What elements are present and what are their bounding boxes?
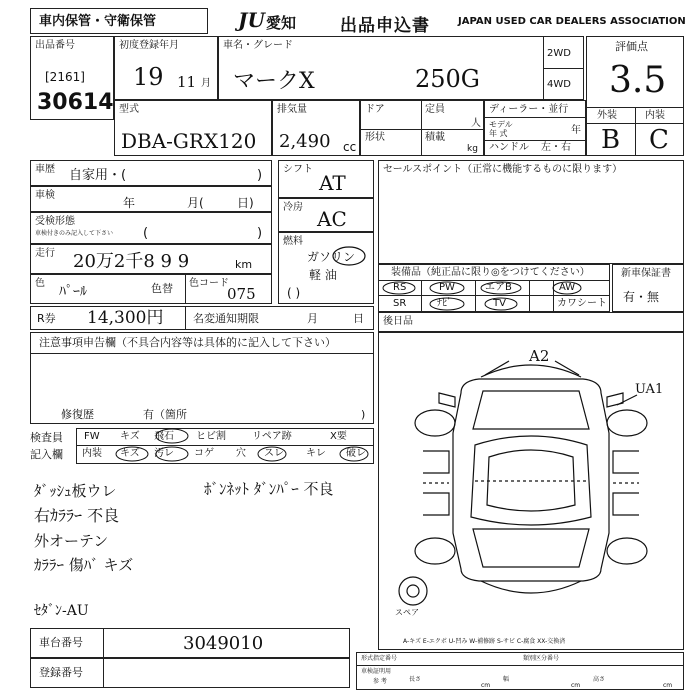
fuel-diesel: 軽 油 bbox=[309, 268, 337, 282]
storage-box bbox=[30, 8, 208, 34]
accept-sub: 車検付きのみ記入して下さい bbox=[35, 230, 114, 237]
damage-ua1: UA1 bbox=[635, 382, 664, 397]
insp-interior: 内装 bbox=[82, 448, 102, 459]
history-close: ) bbox=[257, 168, 263, 183]
equip-leather: カワシート bbox=[557, 298, 607, 309]
interior-label: 内装 bbox=[645, 110, 665, 121]
inspector-label-1: 検査員 bbox=[30, 431, 63, 444]
color-label: 色 bbox=[35, 278, 45, 289]
back-seat-box bbox=[378, 312, 684, 332]
insp-int-dirt: 汚レ bbox=[154, 448, 174, 459]
deadline-month: 月 bbox=[307, 312, 318, 325]
brand-logo: JU bbox=[238, 8, 265, 32]
rating-score: 3.5 bbox=[609, 60, 667, 101]
door-box bbox=[360, 100, 484, 156]
height-unit: cm bbox=[663, 682, 673, 689]
deadline-label: 名変通知期限 bbox=[193, 312, 259, 325]
insp-x: X要 bbox=[330, 431, 347, 442]
history-value: 自家用・( bbox=[69, 168, 127, 183]
inspection-year: 年 bbox=[123, 196, 136, 210]
mileage-unit: km bbox=[235, 258, 253, 271]
length-label: 長さ bbox=[409, 676, 422, 683]
recycle-value: 14,300円 bbox=[87, 308, 164, 328]
equipment-box bbox=[378, 264, 610, 312]
recycle-label: R券 bbox=[37, 312, 56, 325]
color-code-label: 色コード bbox=[189, 278, 229, 289]
equipment-label: 装備品（純正品に限り◎をつけてください） bbox=[391, 267, 590, 278]
interior-grade: C bbox=[649, 125, 669, 155]
model-box bbox=[114, 100, 272, 156]
ac-label: 冷房 bbox=[283, 202, 303, 213]
accept-close: ) bbox=[257, 226, 263, 241]
ref-label: 参 考 bbox=[373, 678, 387, 685]
color-value: ﾊﾟｰﾙ bbox=[59, 284, 87, 300]
inspection-month: 月( bbox=[187, 196, 204, 210]
lot-bracket: [2161] bbox=[45, 70, 85, 84]
deadline-day: 日 bbox=[353, 312, 364, 325]
insp-int-burn: コゲ bbox=[194, 448, 214, 459]
model-year-label-1: モデル bbox=[489, 120, 513, 129]
fuel-circle-mark bbox=[331, 245, 367, 267]
repair-value: 有（箇所 bbox=[143, 408, 187, 421]
insp-int-hole: 穴 bbox=[236, 448, 246, 459]
shift-value: AT bbox=[319, 171, 346, 195]
notes-label: 注意事項申告欄（不具合内容等は具体的に記入して下さい） bbox=[39, 336, 336, 349]
note-1: ﾀﾞｯｼｭ板ウレ bbox=[34, 482, 117, 500]
registration-month: 11 bbox=[177, 73, 197, 91]
inspection-label: 車検 bbox=[35, 190, 55, 201]
repair-label: 修復歴 bbox=[61, 408, 94, 421]
handle-options: 左・右 bbox=[541, 142, 571, 153]
insp-int-tear: 破レ bbox=[346, 448, 366, 459]
recycle-row bbox=[30, 306, 374, 330]
form-title: 出品申込書 bbox=[340, 16, 430, 36]
insp-chip: 飛石 bbox=[154, 431, 174, 442]
capacity-label: 定員 bbox=[425, 104, 445, 115]
equip-nav: ﾅﾋﾞ bbox=[437, 298, 452, 309]
equip-pw: PW bbox=[439, 282, 455, 293]
reg-number-row bbox=[30, 658, 350, 688]
fuel-paren: ( ) bbox=[287, 286, 301, 300]
note-4: 外オーテン bbox=[34, 532, 109, 550]
warranty-value: 有・無 bbox=[623, 290, 660, 304]
history-label: 車歴 bbox=[35, 164, 55, 175]
insp-crack: ヒビ割 bbox=[196, 431, 226, 442]
sales-point-box bbox=[378, 160, 684, 264]
handle-label: ハンドル bbox=[489, 142, 529, 153]
insp-scratch: キズ bbox=[120, 431, 140, 442]
mileage-label: 走行 bbox=[35, 248, 55, 259]
insp-repair: リペア跡 bbox=[252, 431, 292, 442]
equip-airbag: エアB bbox=[485, 282, 512, 293]
exterior-grade: B bbox=[601, 125, 621, 155]
displacement-box bbox=[272, 100, 360, 156]
load-unit: kg bbox=[467, 144, 478, 154]
reg-cert-label: 車検証明用 bbox=[361, 668, 392, 675]
accept-label: 受検形態 bbox=[35, 216, 75, 227]
insp-int-scuff: スレ bbox=[264, 448, 284, 459]
spare-tire-label: スペア bbox=[395, 608, 419, 617]
width-label: 幅 bbox=[503, 676, 510, 683]
equip-aw: AW bbox=[559, 282, 576, 293]
equipment-circle-marks bbox=[379, 280, 611, 313]
note-2: ﾎﾞﾝﾈｯﾄ ﾀﾞﾝﾊﾟｰ 不良 bbox=[204, 480, 334, 498]
accept-row bbox=[30, 212, 272, 244]
inspector-label-2: 記入欄 bbox=[30, 448, 63, 461]
rating-box bbox=[586, 36, 684, 156]
registration-month-unit: 月 bbox=[201, 78, 211, 89]
association-name: JAPAN USED CAR DEALERS ASSOCIATION bbox=[458, 16, 686, 27]
exterior-label: 外装 bbox=[597, 110, 617, 121]
dealer-label: ディーラー・並行 bbox=[489, 104, 569, 115]
load-label: 積載 bbox=[425, 132, 445, 143]
inspector-circle-marks bbox=[76, 428, 376, 464]
damage-a2: A2 bbox=[529, 347, 550, 365]
shape-label: 形状 bbox=[365, 132, 385, 143]
history-row bbox=[30, 160, 272, 186]
car-name: マークX bbox=[233, 69, 315, 94]
color-code: 075 bbox=[227, 285, 256, 303]
registration-label: 初度登録年月 bbox=[119, 40, 179, 51]
lot-number: 30614 bbox=[37, 90, 114, 115]
damage-legend: A-キズ E-エクボ U-凹み W-補修跡 S-サビ C-腐食 XX-交換済 bbox=[403, 638, 566, 645]
inspector-area bbox=[30, 428, 374, 464]
sales-point-label: セールスポイント（正常に機能するものに限ります） bbox=[383, 164, 623, 175]
model-year-unit: 年 bbox=[571, 125, 581, 136]
repair-close: ) bbox=[361, 408, 366, 421]
car-grade: 250G bbox=[415, 65, 480, 93]
shape-spec-label-2: 類別区分番号 bbox=[523, 655, 560, 662]
warranty-box bbox=[612, 264, 684, 312]
color-replace-label: 色替 bbox=[151, 282, 173, 295]
warranty-label: 新車保証書 bbox=[621, 268, 671, 279]
height-label: 高さ bbox=[593, 676, 606, 683]
chassis-row bbox=[30, 628, 350, 658]
displacement-unit: cc bbox=[343, 140, 357, 154]
chassis-value: 3049010 bbox=[183, 633, 264, 654]
model-code: DBA-GRX120 bbox=[121, 129, 257, 153]
displacement-value: 2,490 bbox=[279, 131, 331, 152]
notes-box bbox=[30, 332, 374, 424]
lot-label: 出品番号 bbox=[35, 40, 75, 51]
drive-4wd: 4WD bbox=[547, 79, 571, 90]
diagram-box bbox=[378, 332, 684, 650]
car-diagram bbox=[379, 333, 683, 649]
color-row bbox=[30, 274, 272, 304]
brand-city: 愛知 bbox=[266, 14, 297, 32]
car-box bbox=[218, 36, 584, 100]
capacity-unit: 人 bbox=[471, 118, 481, 129]
drive-2wd: 2WD bbox=[547, 48, 571, 59]
note-6: ｾﾀﾞﾝ-AU bbox=[34, 603, 89, 619]
shape-spec-label: 形式指定番号 bbox=[361, 655, 398, 662]
chassis-label: 車台番号 bbox=[39, 636, 83, 649]
insp-int-cut: キレ bbox=[306, 448, 326, 459]
ac-box bbox=[278, 198, 374, 232]
registration-year: 19 bbox=[133, 63, 164, 91]
shift-box bbox=[278, 160, 374, 198]
registration-box bbox=[114, 36, 218, 100]
fuel-box bbox=[278, 232, 374, 304]
inspection-day: 日) bbox=[237, 196, 254, 210]
door-label: ドア bbox=[365, 104, 385, 115]
displacement-label: 排気量 bbox=[277, 104, 307, 115]
model-year-label-2: 年 式 bbox=[489, 129, 508, 138]
inspection-row bbox=[30, 186, 272, 212]
accept-open: ( bbox=[143, 226, 149, 241]
model-label: 型式 bbox=[119, 104, 139, 115]
equip-tv: TV bbox=[493, 298, 506, 309]
fuel-label: 燃料 bbox=[283, 236, 303, 247]
note-5: ｶﾗﾗｰ 傷ﾊﾞ キズ bbox=[34, 556, 134, 574]
equip-sr: SR bbox=[393, 298, 407, 309]
rating-label: 評価点 bbox=[615, 40, 648, 53]
lot-box bbox=[30, 36, 114, 120]
ac-value: AC bbox=[317, 207, 347, 231]
shape-spec-box bbox=[356, 652, 684, 690]
back-seat-label: 後日品 bbox=[383, 316, 413, 327]
insp-fw: FW bbox=[84, 431, 100, 442]
width-unit: cm bbox=[571, 682, 581, 689]
note-3: 右ｶﾗﾗｰ 不良 bbox=[34, 506, 120, 525]
dealer-box bbox=[484, 100, 586, 156]
storage-label: 車内保管・守衛保管 bbox=[39, 14, 157, 29]
length-unit: cm bbox=[481, 682, 491, 689]
car-label: 車名・グレード bbox=[223, 40, 293, 51]
mileage-row bbox=[30, 244, 272, 274]
equip-rs: RS bbox=[393, 282, 407, 293]
insp-int-scratch: キズ bbox=[120, 448, 140, 459]
mileage-value: 20万2千8 9 9 bbox=[73, 251, 190, 272]
fuel-gasoline: ガソリン bbox=[307, 250, 356, 264]
shift-label: シフト bbox=[283, 164, 313, 175]
reg-number-label: 登録番号 bbox=[39, 666, 83, 679]
